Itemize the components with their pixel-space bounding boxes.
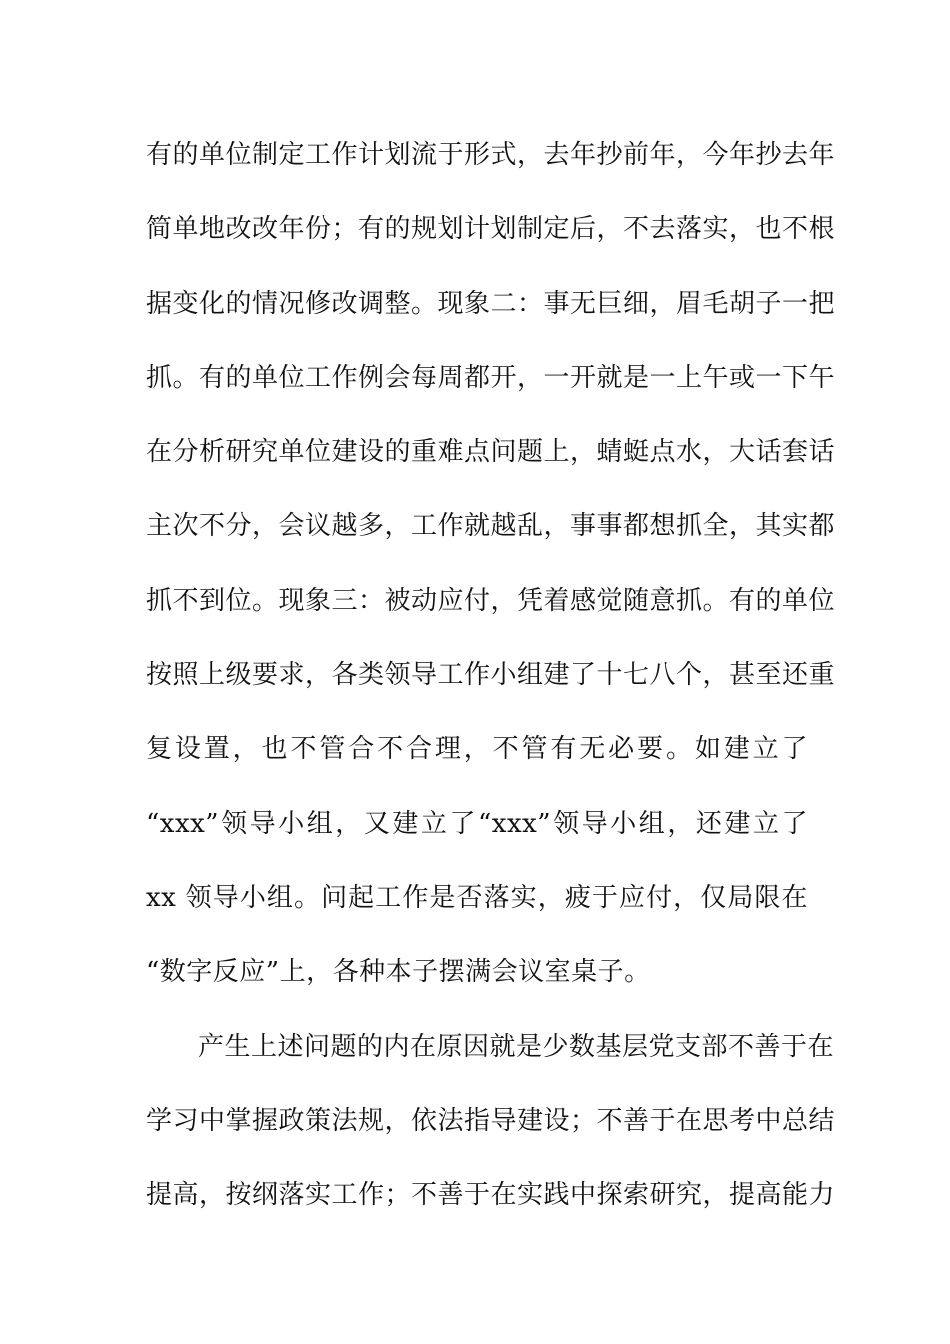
text-line-13: 产生上述问题的内在原因就是少数基层党支部不善于在 <box>198 1031 835 1062</box>
body-text <box>146 126 836 1240</box>
text-line-1: 有的单位制定工作计划流于形式，去年抄前年，今年抄去年 <box>146 140 836 170</box>
text-line-6: 主次不分，会议越多，工作就越乱，事事都想抓全，其实都 <box>146 511 836 542</box>
text-line-8: 按照上级要求，各类领导工作小组建了十七八个，甚至还重 <box>146 660 836 691</box>
text-line-10: “xxx”领导小组，又建立了“xxx”领导小组，还建立了 <box>146 808 808 839</box>
text-line-2: 简单地改改年份；有的规划计划制定后，不去落实，也不根 <box>146 214 836 245</box>
text-line-15: 提高，按纲落实工作；不善于在实践中探索研究，提高能力 <box>146 1180 836 1211</box>
text-line-4: 抓。有的单位工作例会每周都开，一开就是一上午或一下午 <box>146 362 836 393</box>
text-line-7: 抓不到位。现象三：被动应付，凭着感觉随意抓。有的单位 <box>146 585 836 616</box>
text-line-5: 在分析研究单位建设的重难点问题上，蜻蜓点水，大话套话 <box>146 437 836 468</box>
text-line-9: 复设置，也不管合不合理，不管有无必要。如建立了 <box>146 734 808 765</box>
text-line-12: “数字反应”上，各种本子摆满会议室桌子。 <box>146 957 651 988</box>
text-line-3: 据变化的情况修改调整。现象二：事无巨细，眉毛胡子一把 <box>146 288 836 319</box>
text-line-11: xx 领导小组。问起工作是否落实，疲于应付，仅局限在 <box>146 882 808 913</box>
text-line-14: 学习中掌握政策法规，依法指导建设；不善于在思考中总结 <box>146 1105 836 1136</box>
